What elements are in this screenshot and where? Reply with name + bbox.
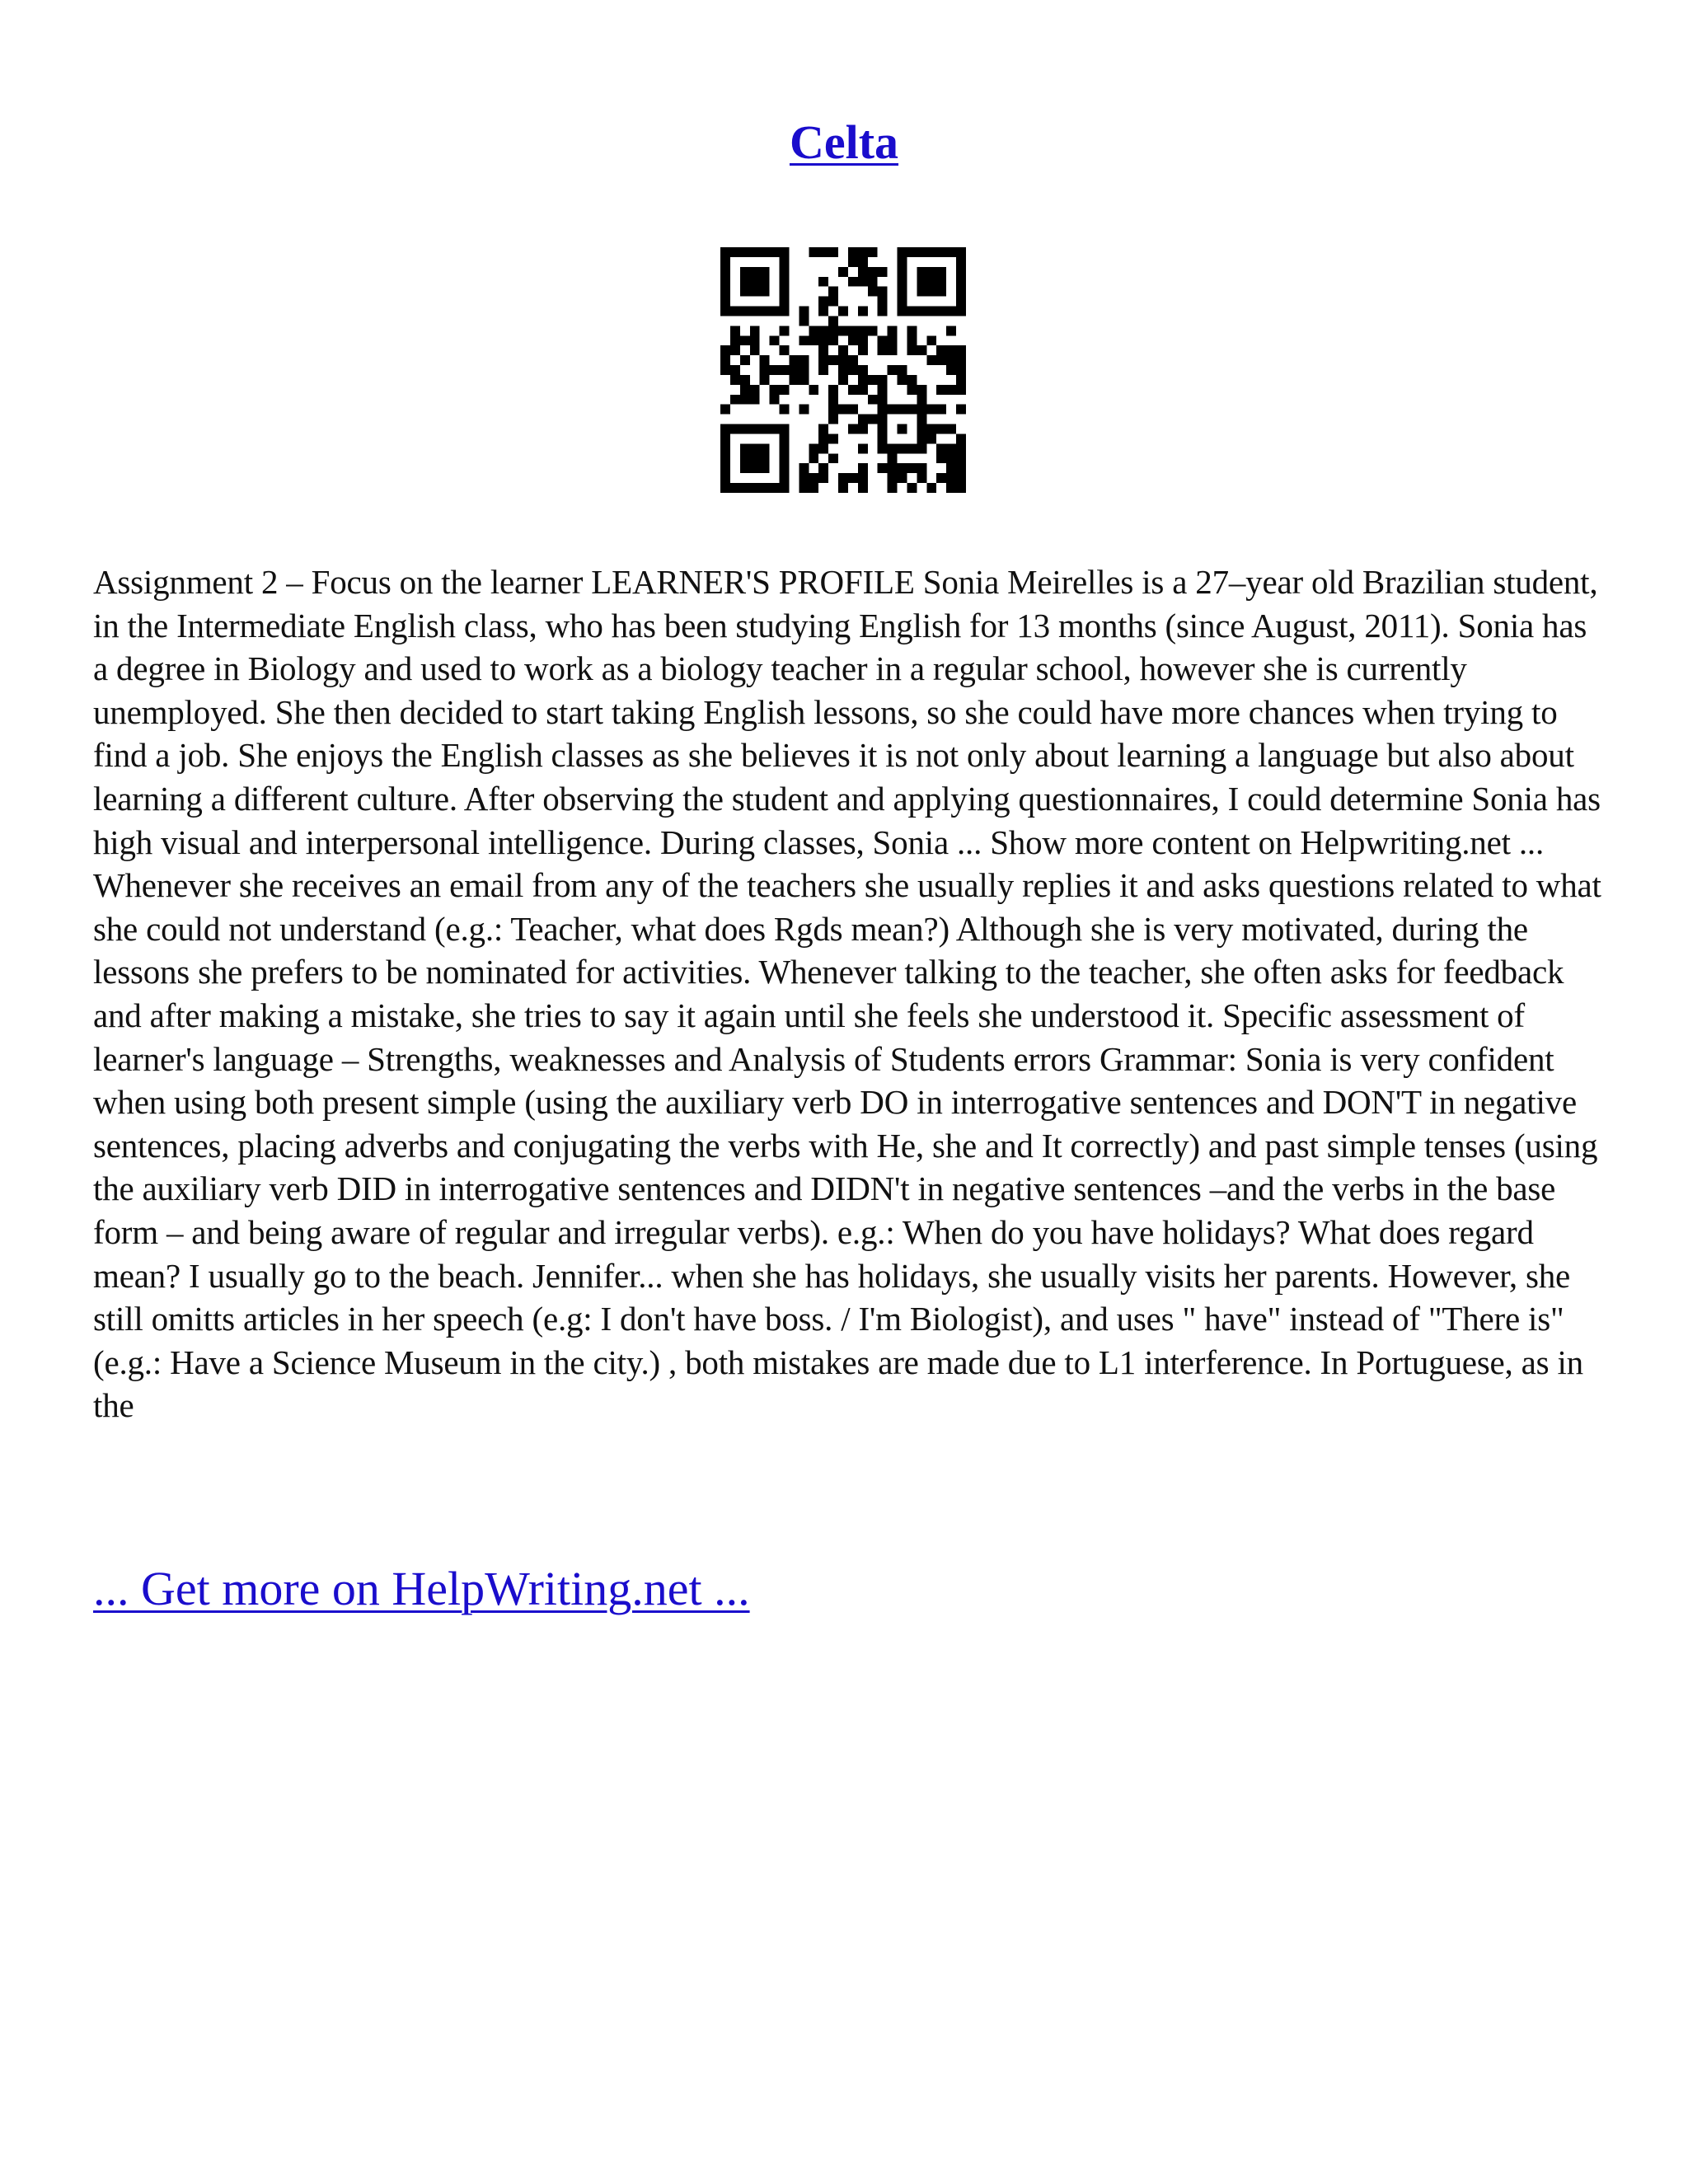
more-link-container bbox=[93, 1560, 750, 1618]
get-more-link[interactable]: ... Get more on HelpWriting.net ... bbox=[93, 1562, 750, 1615]
qr-code-icon bbox=[720, 247, 966, 493]
title-link[interactable]: Celta bbox=[789, 115, 899, 169]
body-text: Assignment 2 – Focus on the learner LEARNER'S PROFILE Sonia Meirelles is a 27–year old Brazilian student, in the Intermediate English class, who has been studying English for 13 months (since August, 2011). Sonia has a degree in Biology and used to work as a biology teacher in a regular school, however she is currently unemployed. She then decided to start taking English lessons, so she could have more chances when trying to find a job. She enjoys the English classes as she believes it is not only about learning a language but also about learning a different culture. After observing the student and applying questionnaires, I could determine Sonia has high visual and interpersonal intelligence. During classes, Sonia ... Show more content on Helpwriting.net ... Whenever she receives an email from any of the teachers she usually replies it and asks questions related to what she could not understand (e.g.: Teacher, what does Rgds mean?) Although she is very motivated, during the lessons she prefers to be nominated for activities. Whenever talking to the teacher, she often asks for feedback and after making a mistake, she tries to say it again until she feels she understood it. Specific assessment of learner's language – Strengths, weaknesses and Analysis of Students errors Grammar: Sonia is very confident when using both present simple (using the auxiliary verb DO in interrogative sentences and DON'T in negative sentences, placing adverbs and conjugating the verbs with He, she and It correctly) and past simple tenses (using the auxiliary verb DID in interrogative sentences and DIDN't in negative sentences –and the verbs in the base form – and being aware of regular and irregular verbs). e.g.: When do you have holidays? What does regard mean? I usually go to the beach. Jennifer... when she has holidays, she usually visits her parents. However, she still omitts articles in her speech (e.g: I don't have boss. / I'm Biologist), and uses " have" instead of "There is" (e.g.: Have a Science Museum in the city.) , both mistakes are made due to L1 interference. In Portuguese, as in the bbox=[93, 563, 1601, 1425]
page-title bbox=[0, 114, 1688, 171]
